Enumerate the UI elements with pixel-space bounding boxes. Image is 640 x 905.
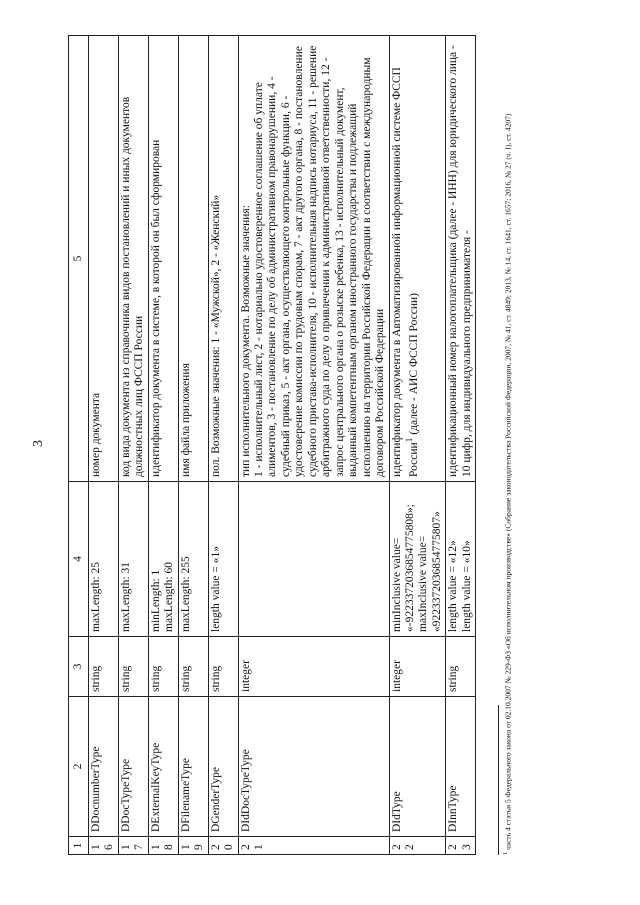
- description-cell: [178, 36, 208, 482]
- description-text: номер документа: [90, 392, 102, 477]
- row-number: 20: [208, 837, 238, 855]
- restriction-line: «-9223372036854775808»;: [403, 504, 416, 632]
- restriction-line: maxLength: 60: [163, 562, 176, 632]
- description-text: 1 - исполнительный лист, 2 - нотариально удостоверенное соглашение об уплате алиментов, 3 - постановление по делу об административном правонарушении, 4 - судебный приказ, 5 - акт органа, осуществляющего контрольные функции, 6 - удостоверение комиссии по трудовым спорам, 7 - акт другого органа, 8 - постановление судебного пристава-исполнителя, 10 - исполнительная надпись нотариуса, 11 - решение арбитражного суда по делу о привлечении к административной ответственности, 12 - запрос центрального органа о розыске ребенка, 13 - исполнительный документ, выданный компетентным органом иностранного государства и подлежащий исполнению на территории Российской Федерации в соответствии с международным договором Российской Федерации: [252, 45, 387, 477]
- table-row: [389, 36, 446, 855]
- description-text: тип исполнительного документа. Возможные значения:: [239, 205, 252, 477]
- table-row: [208, 36, 238, 855]
- description-cell: [89, 36, 119, 482]
- table-row: [238, 36, 389, 855]
- description-text: идентификатор документа в системе, в которой он был сформирован: [149, 139, 162, 477]
- row-number: 22: [389, 837, 446, 855]
- restriction-cell: [89, 482, 119, 637]
- row-number: 17: [118, 837, 148, 855]
- description-text: (далее - АИС ФССП России): [407, 292, 420, 435]
- table-row: [148, 36, 178, 855]
- description-text: идентификационный номер налогоплательщика (далее - ИНН) для юридического лица - 10 цифр, для индивидуального предпринимателя -: [447, 45, 473, 477]
- base-type: string: [178, 637, 208, 697]
- restriction-line: maxLength: 25: [90, 562, 102, 632]
- footnote-text: часть 4 статьи 5 Федерального закона от 02.10.2007 № 229-ФЗ «Об исполнительном производстве» (Собрание законодательства Российской Федерации, 2007, № 41, ст. 4849; 2013, № 14, ст. 1641, ст. 1657; 2016, № 27 (ч. I), ст. 4207): [503, 113, 513, 850]
- row-number: 21: [238, 837, 389, 855]
- description-text: пол. Возможные значения: 1 - «Мужской», 2 - «Женский»: [209, 194, 222, 477]
- column-header: 4: [69, 482, 89, 637]
- type-name: DIdType: [389, 697, 446, 837]
- row-number: 16: [89, 837, 119, 855]
- table-row: [446, 36, 476, 855]
- restriction-cell: [208, 482, 238, 637]
- restriction-line: minInclusive value=: [390, 537, 403, 632]
- restriction-line: length value = «12»: [447, 540, 460, 632]
- type-name: DIdDocTypeType: [238, 697, 389, 837]
- restriction-line: length value = «10»: [460, 540, 473, 632]
- base-type: string: [446, 637, 476, 697]
- restriction-cell: [389, 482, 446, 637]
- description-cell: [118, 36, 148, 482]
- description-cell: [238, 36, 389, 482]
- base-type: string: [89, 637, 119, 697]
- restriction-cell: [148, 482, 178, 637]
- table-header-row: [69, 36, 89, 855]
- base-type: string: [208, 637, 238, 697]
- restriction-line: «9223372036854775807»: [430, 511, 443, 632]
- type-name: DInnType: [446, 697, 476, 837]
- description-cell: [389, 36, 446, 482]
- base-type: integer: [389, 637, 446, 697]
- base-type: string: [118, 637, 148, 697]
- row-number: 23: [446, 837, 476, 855]
- description-cell: [148, 36, 178, 482]
- footnote: [498, 35, 513, 855]
- restriction-cell: [238, 482, 389, 637]
- restriction-line: length value = «1»: [209, 545, 222, 632]
- type-name: DDocnumberType: [89, 697, 119, 837]
- restriction-line: maxInclusive value=: [417, 535, 430, 632]
- restriction-line: minLength: 1: [149, 569, 162, 632]
- row-number: 19: [178, 837, 208, 855]
- description-cell: [208, 36, 238, 482]
- type-name: DGenderType: [208, 697, 238, 837]
- table-row: [118, 36, 148, 855]
- restriction-cell: [178, 482, 208, 637]
- description-text: идентификатор документа в Автоматизированной информационной системе ФССП России: [390, 67, 420, 477]
- column-header: 5: [69, 36, 89, 482]
- type-name: DFilenameType: [178, 697, 208, 837]
- footnote-mark: 1: [502, 851, 509, 855]
- column-header: 3: [69, 637, 89, 697]
- row-number: 18: [148, 837, 178, 855]
- table-body: [89, 36, 476, 855]
- base-type: integer: [238, 637, 389, 697]
- base-type: string: [148, 637, 178, 697]
- type-name: DDocTypeType: [118, 697, 148, 837]
- restriction-cell: [118, 482, 148, 637]
- restriction-line: maxLength: 31: [119, 562, 132, 632]
- description-text: имя файла приложения: [179, 363, 192, 477]
- column-header: 2: [69, 697, 89, 837]
- table-row: [89, 36, 119, 855]
- column-header: 1: [69, 837, 89, 855]
- restriction-cell: [446, 482, 476, 637]
- type-name: DExternalKeyType: [148, 697, 178, 837]
- page-number: 3: [31, 440, 46, 447]
- footnote-ref: 1: [403, 437, 415, 443]
- description-text: код вида документа из справочника видов постановлений и иных документов должностных лиц ФССП России: [119, 96, 146, 477]
- description-cell: [446, 36, 476, 482]
- rotated-page-content: [68, 35, 598, 855]
- restriction-line: maxLength: 255: [179, 556, 192, 632]
- footnote-rule: [498, 705, 499, 855]
- types-table: [68, 35, 476, 855]
- table-row: [178, 36, 208, 855]
